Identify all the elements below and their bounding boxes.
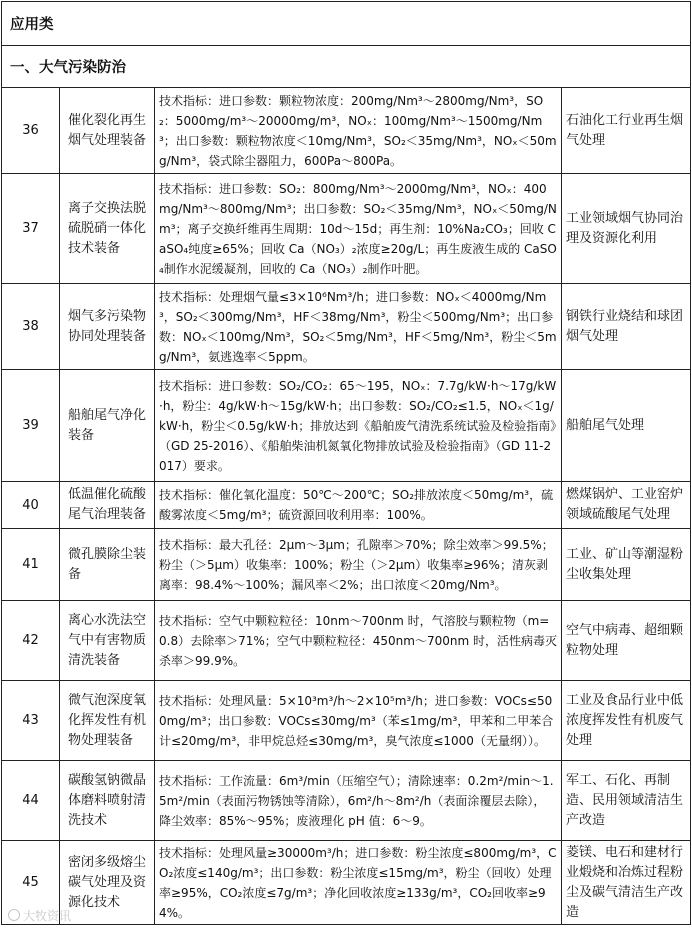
application-field: 船舶尾气处理 [562, 370, 691, 482]
category-heading: 应用类 [2, 2, 691, 46]
technical-indicators: 技术指标：空气中颗粒粒径：10nm～700nm 时，气溶胶与颗粒物（m=0.8）去除率＞71%；空气中颗粒粒径：450nm～700nm 时，活性病毒灭杀率＞99.9%。 [155, 601, 562, 681]
application-field: 菱镁、电石和建材行业煅烧和冶炼过程粉尘及碳气清洁生产改造 [562, 841, 691, 925]
row-number: 38 [2, 284, 60, 370]
row-number: 39 [2, 370, 60, 482]
technical-indicators: 技术指标：最大孔径：2μm～3μm；孔隙率＞70%；除尘效率＞99.5%；粉尘（＞5μm）收集率：100%；粉尘（＞2μm）收集率≥96%；清灰剥离率：98.4%～100%；漏风率＜2%；出口浓度＜20mg/Nm³。 [155, 529, 562, 601]
table-row [2, 681, 691, 761]
row-number: 44 [2, 761, 60, 841]
table-row [2, 529, 691, 601]
equipment-name: 碳酸氢钠微晶体磨料喷射清洗技术 [60, 761, 155, 841]
application-field: 空气中病毒、超细颗粒物处理 [562, 601, 691, 681]
technical-indicators: 技术指标：催化氧化温度：50℃～200℃；SO₂排放浓度＜50mg/m³，硫酸雾浓度＜5mg/m³；硫资源回收利用率：100%。 [155, 482, 562, 529]
section-heading: 一、大气污染防治 [2, 46, 691, 88]
row-number: 40 [2, 482, 60, 529]
application-field: 工业、矿山等潮湿粉尘收集处理 [562, 529, 691, 601]
equipment-name: 船舶尾气净化装备 [60, 370, 155, 482]
application-field: 燃煤锅炉、工业窑炉领域硫酸尾气处理 [562, 482, 691, 529]
row-number: 41 [2, 529, 60, 601]
equipment-name: 离心水洗法空气中有害物质清洗装备 [60, 601, 155, 681]
row-number: 43 [2, 681, 60, 761]
application-field: 工业领域烟气协同治理及资源化利用 [562, 174, 691, 284]
table-row [2, 841, 691, 925]
technical-indicators: 技术指标：处理烟气量≤3×10⁶Nm³/h；进口参数：NOₓ＜4000mg/Nm³，SO₂＜300mg/Nm³，HF＜38mg/Nm³，粉尘＜500mg/Nm³；出口参数：NOₓ＜100mg/Nm³，SO₂＜5mg/Nm³，HF＜5mg/Nm³，粉尘＜5mg/Nm³，氨逃逸率＜5ppm。 [155, 284, 562, 370]
row-number: 45 [2, 841, 60, 925]
row-number: 42 [2, 601, 60, 681]
technical-indicators: 技术指标：进口参数：颗粒物浓度：200mg/Nm³～2800mg/Nm³，SO₂：5000mg/m³～20000mg/m³，NOₓ：100mg/Nm³～1500mg/Nm³；出口参数：颗粒物浓度＜10mg/Nm³，SO₂＜35mg/Nm³，NOₓ＜50mg/Nm³，袋式除尘器阻力，600Pa～800Pa。 [155, 88, 562, 174]
application-field: 工业及食品行业中低浓度挥发性有机废气处理 [562, 681, 691, 761]
table-row [2, 601, 691, 681]
row-number: 37 [2, 174, 60, 284]
technical-indicators: 技术指标：进口参数：SO₂：800mg/Nm³～2000mg/Nm³，NOₓ：400mg/Nm³～800mg/Nm³；出口参数：SO₂＜35mg/Nm³，NOₓ＜50mg/Nm³；离子交换纤维再生周期：10d～15d；再生剂：10%Na₂CO₃；回收 CaSO₄纯度≥65%；回收 Ca（NO₃）₂浓度≥20g/L；再生废液生成的 CaSO₄制作水泥缓凝剂，回收的 Ca（NO₃）₂制作叶肥。 [155, 174, 562, 284]
equipment-name: 烟气多污染物协同处理装备 [60, 284, 155, 370]
table-row [2, 174, 691, 284]
table-row [2, 370, 691, 482]
watermark: 大牧资讯 [8, 907, 71, 924]
equipment-name: 催化裂化再生烟气处理装备 [60, 88, 155, 174]
technical-indicators: 技术指标：工作流量：6m³/min（压缩空气）；清除速率：0.2m²/min～1.5m²/min（表面污物锈蚀等清除），6m²/h～8m²/h（表面涂覆层去除），降尘效率：85%～95%；废液理化 pH 值：6～9。 [155, 761, 562, 841]
table-row [2, 482, 691, 529]
equipment-name: 微气泡深度氧化挥发性有机物处理装备 [60, 681, 155, 761]
row-number: 36 [2, 88, 60, 174]
equipment-table [1, 1, 691, 925]
table-row [2, 88, 691, 174]
technical-indicators: 技术指标：进口参数：SO₂/CO₂：65～195，NOₓ：7.7g/kW·h～17g/kW·h，粉尘：4g/kW·h～15g/kW·h；出口参数：SO₂/CO₂≤1.5，NOₓ＜1g/kW·h，粉尘＜0.5g/kW·h；排放达到《船舶废气清洗系统试验及检验指南》（GD 25-2016）、《船舶柴油机氮氧化物排放试验及检验指南》（GD 11-2017）要求。 [155, 370, 562, 482]
application-field: 军工、石化、再制造、民用领域清洁生产改造 [562, 761, 691, 841]
technical-indicators: 技术指标：处理风量≥30000m³/h；进口参数：粉尘浓度≤800mg/m³，CO₂浓度≤140g/m³；出口参数：粉尘浓度≤15mg/m³，粉尘（回收）处理率≥95%，CO₂浓度≤7g/m³；净化回收浓度≥133g/m³，CO₂回收率≥94%。 [155, 841, 562, 925]
equipment-name: 离子交换法脱硫脱硝一体化技术装备 [60, 174, 155, 284]
technical-indicators: 技术指标：处理风量：5×10³m³/h～2×10⁵m³/h；进口参数：VOCs≤500mg/m³；出口参数：VOCs≤30mg/m³（苯≤1mg/m³，甲苯和二甲苯合计≤20mg/m³，非甲烷总烃≤30mg/m³，臭气浓度≤1000（无量纲））。 [155, 681, 562, 761]
application-field: 钢铁行业烧结和球团烟气处理 [562, 284, 691, 370]
equipment-name: 密闭多级熔尘碳气处理及资源化技术 [60, 841, 155, 925]
watermark-logo-icon [8, 909, 20, 921]
equipment-name: 低温催化硫酸尾气治理装备 [60, 482, 155, 529]
equipment-name: 微孔膜除尘装备 [60, 529, 155, 601]
table-row [2, 284, 691, 370]
table-row [2, 761, 691, 841]
application-field: 石油化工行业再生烟气处理 [562, 88, 691, 174]
